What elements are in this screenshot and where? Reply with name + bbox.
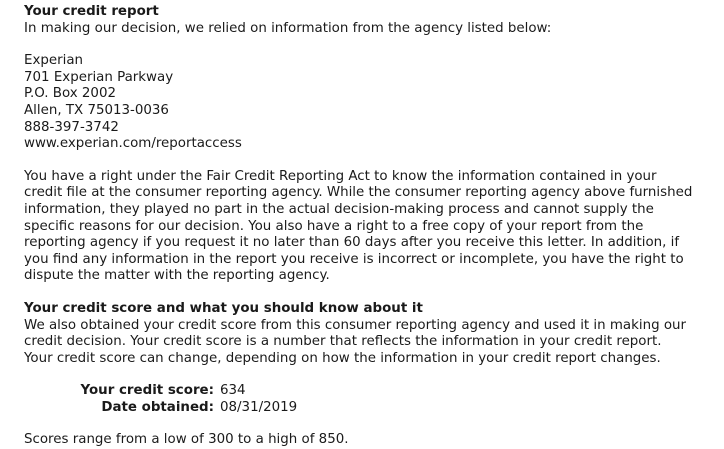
score-label: Your credit score: bbox=[80, 383, 214, 399]
credit-report-intro: In making our decision, we relied on information from the agency listed below: bbox=[24, 20, 552, 36]
credit-score-heading: Your credit score and what you should know about it bbox=[24, 300, 423, 316]
agency-address bbox=[24, 53, 704, 153]
agency-name: Experian bbox=[24, 53, 84, 69]
score-range-text: Scores range from a low of 300 to a high of 850. bbox=[24, 432, 349, 448]
credit-score-explanation bbox=[24, 318, 704, 368]
agency-city: Allen, TX 75013-0036 bbox=[24, 102, 169, 118]
fcra-rights-paragraph: You have a right under the Fair Credit Reporting Act to know the information contained in your credit file at the consumer reporting agency. While the consumer reporting agency above furnished information, they played no part in the actual decision-making process and cannot supply the specific reasons for our decision. You also have a right to a free copy of your report from the reporting agency if you request it no later than 60 days after you receive this letter. In addition, if you find any information in the report you receive is incorrect or incomplete, you have the right to dispute the matter with the reporting agency. bbox=[24, 168, 693, 284]
agency-url: www.experian.com/reportaccess bbox=[24, 136, 242, 152]
score-details bbox=[70, 383, 704, 416]
explanation-line: We also obtained your credit score from this consumer reporting agency and used it in making our bbox=[24, 317, 687, 333]
explanation-line: credit decision. Your credit score is a number that reflects the information in your credit report. bbox=[24, 334, 662, 350]
credit-score-section bbox=[24, 301, 704, 449]
credit-report-section bbox=[24, 4, 704, 285]
credit-report-heading: Your credit report bbox=[24, 4, 159, 19]
score-row bbox=[70, 383, 704, 400]
date-label: Date obtained: bbox=[101, 399, 214, 415]
agency-po-box: P.O. Box 2002 bbox=[24, 86, 116, 102]
agency-phone: 888-397-3742 bbox=[24, 119, 119, 135]
explanation-line: Your credit score can change, depending on how the information in your credit report changes. bbox=[24, 350, 661, 366]
agency-street: 701 Experian Parkway bbox=[24, 69, 174, 85]
score-value: 634 bbox=[220, 383, 246, 399]
date-value: 08/31/2019 bbox=[220, 399, 298, 415]
date-row bbox=[70, 400, 704, 417]
